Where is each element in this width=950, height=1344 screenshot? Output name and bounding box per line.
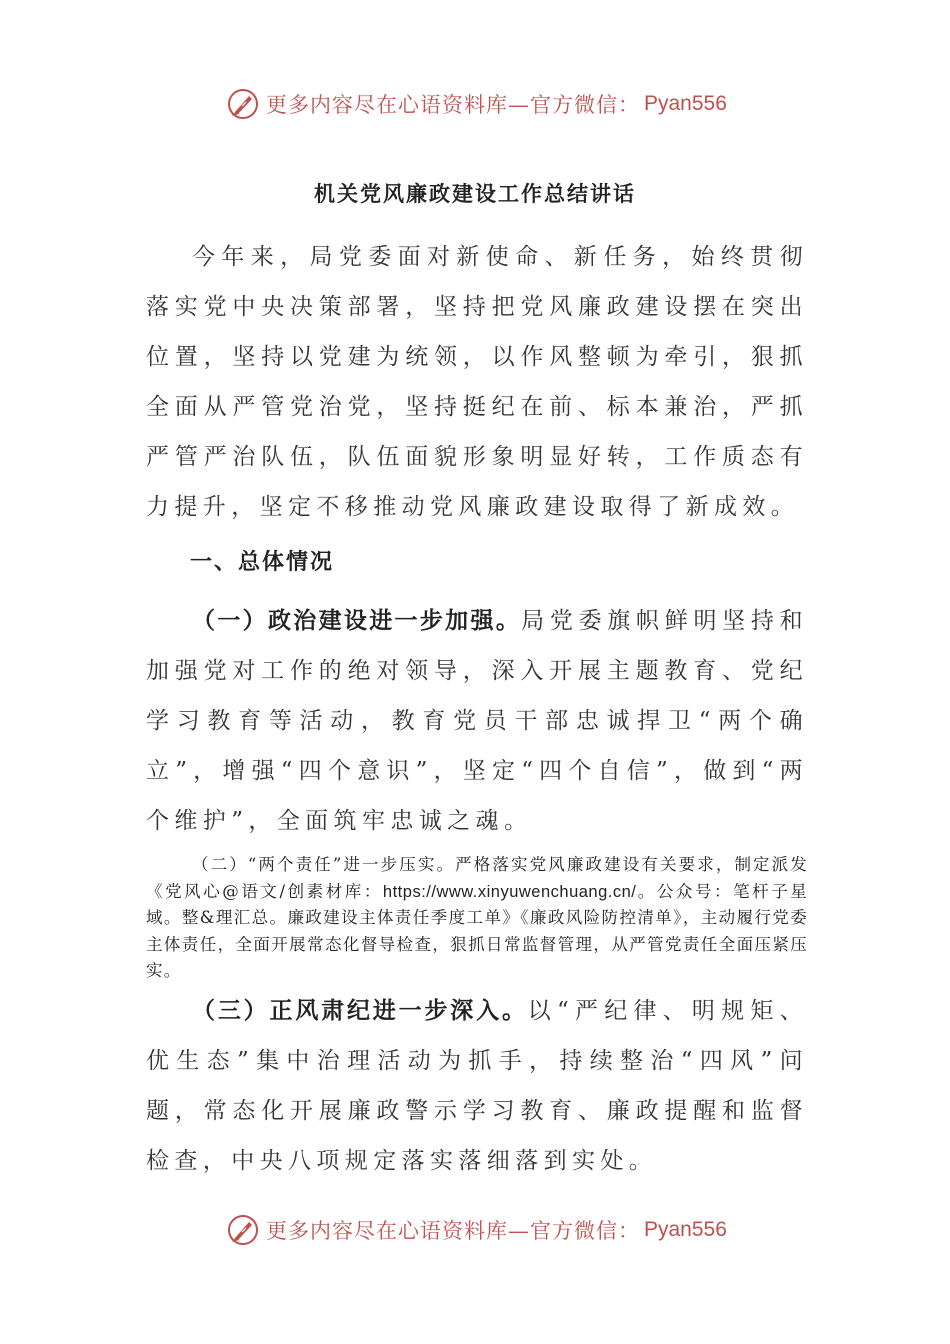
item-3-body: 以“严纪律、明规矩、优生态”集中治理活动为抓手，持续整治“四风”问题，常态化开展廉政警示学习教育、廉政提醒和监督检查，中央八项规定落实落细落到实处。 xyxy=(146,998,808,1174)
item-1-paragraph xyxy=(146,596,808,846)
item-2-text-b: 。公众号：笔杆子星域。整&理汇总。廉政建设主体责任季度工单》《廉政风险防控清单》，主动履行党委主体责任，全面开展常态化督导检查，狠抓日常监督管理，从严管党责任全面压紧压实。 xyxy=(146,881,808,980)
item-1-body: 局党委旗帜鲜明坚持和加强党对工作的绝对领导，深入开展主题教育、党纪学习教育等活动，教育党员干部忠诚捍卫“两个确立”，增强“四个意识”，坚定“四个自信”，做到“两个维护”，全面筑牢忠诚之魂。 xyxy=(146,608,809,834)
item-3-title: （三）正风肃纪进一步深入。 xyxy=(192,998,528,1024)
banner-wechat-id: Pyan556 xyxy=(644,92,727,115)
item-1-title: （一）政治建设进一步加强。 xyxy=(192,608,522,634)
pen-nib-logo-icon xyxy=(226,87,260,121)
banner-text: 更多内容尽在心语资料库—官方微信： xyxy=(266,93,640,117)
intro-paragraph: 今年来，局党委面对新使命、新任务，始终贯彻落实党中央决策部署，坚持把党风廉政建设摆在突出位置，坚持以党建为统领，以作风整顿为牵引，狠抓全面从严管党治党，坚持挺纪在前、标本兼治，严抓严管严治队伍，队伍面貌形象明显好转，工作质态有力提升，坚定不移推动党风廉政建设取得了新成效。 xyxy=(146,244,808,520)
pen-nib-logo-icon xyxy=(226,1213,260,1247)
item-2-paragraph xyxy=(146,852,808,985)
footer-banner xyxy=(226,1210,727,1250)
item-2-text-a: （二）“两个责任”进一步压实。严格落实党风廉政建设有关要求，制定派发《党风心@语文/创素材库： xyxy=(146,855,808,901)
item-2-url: https://www.xinyuwenchuang.cn/ xyxy=(382,882,637,901)
document-title: 机关党风廉政建设工作总结讲话 xyxy=(314,182,636,206)
header-banner xyxy=(226,84,727,124)
banner-text: 更多内容尽在心语资料库—官方微信： xyxy=(266,1219,640,1243)
banner-wechat-id: Pyan556 xyxy=(644,1218,727,1241)
section-heading-overview: 一、总体情况 xyxy=(190,550,335,575)
item-3-paragraph xyxy=(146,986,808,1186)
